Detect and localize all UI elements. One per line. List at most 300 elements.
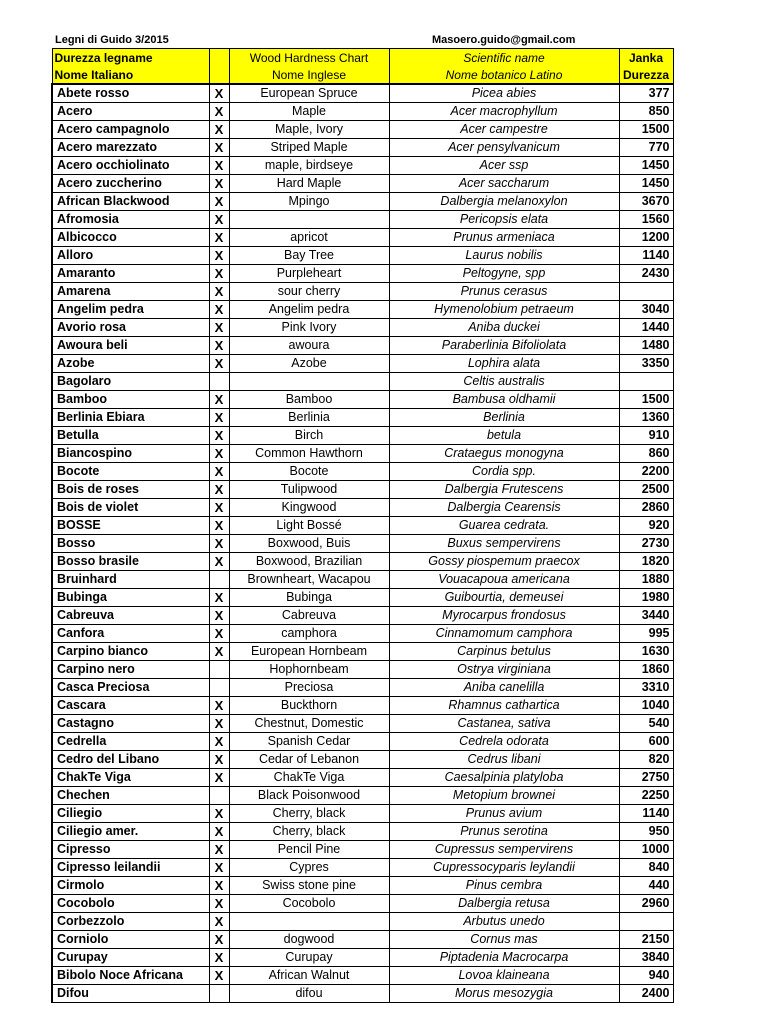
cell-janka: 1450 (619, 175, 673, 193)
cell-mark: X (209, 553, 229, 571)
cell-scientific-name: Rhamnus cathartica (389, 697, 619, 715)
table-row (52, 175, 673, 193)
cell-scientific-name: Acer campestre (389, 121, 619, 139)
header-cell: Durezza legname (52, 49, 209, 67)
cell-english-name: Cherry, black (229, 805, 389, 823)
cell-mark: X (209, 265, 229, 283)
cell-mark: X (209, 499, 229, 517)
table-row (52, 625, 673, 643)
cell-janka: 3310 (619, 679, 673, 697)
cell-mark: X (209, 319, 229, 337)
table-row (52, 589, 673, 607)
cell-mark (209, 679, 229, 697)
cell-english-name: Spanish Cedar (229, 733, 389, 751)
header-cell: Nome Italiano (52, 66, 209, 84)
cell-mark: X (209, 103, 229, 121)
header-cell (209, 66, 229, 84)
cell-janka: 1140 (619, 805, 673, 823)
cell-italian-name: Bibolo Noce Africana (52, 967, 209, 985)
cell-italian-name: Awoura beli (52, 337, 209, 355)
cell-janka: 840 (619, 859, 673, 877)
cell-english-name: Azobe (229, 355, 389, 373)
cell-janka: 2860 (619, 499, 673, 517)
cell-janka: 995 (619, 625, 673, 643)
cell-janka: 1480 (619, 337, 673, 355)
cell-scientific-name: Myrocarpus frondosus (389, 607, 619, 625)
header-cell: Durezza (619, 66, 673, 84)
cell-english-name: Boxwood, Buis (229, 535, 389, 553)
cell-mark: X (209, 463, 229, 481)
cell-english-name: Maple (229, 103, 389, 121)
table-row (52, 319, 673, 337)
table-row (52, 193, 673, 211)
table-row (52, 553, 673, 571)
table-row (52, 607, 673, 625)
table-row (52, 247, 673, 265)
cell-janka: 2730 (619, 535, 673, 553)
cell-english-name: camphora (229, 625, 389, 643)
cell-italian-name: Bocote (52, 463, 209, 481)
cell-italian-name: Casca Preciosa (52, 679, 209, 697)
sheet-title: Legni di Guido 3/2015 (55, 34, 169, 46)
cell-scientific-name: Metopium brownei (389, 787, 619, 805)
cell-mark: X (209, 193, 229, 211)
cell-janka: 1500 (619, 121, 673, 139)
cell-mark (209, 787, 229, 805)
cell-italian-name: Carpino bianco (52, 643, 209, 661)
cell-english-name: Bubinga (229, 589, 389, 607)
cell-mark: X (209, 607, 229, 625)
cell-mark: X (209, 859, 229, 877)
cell-janka: 920 (619, 517, 673, 535)
cell-english-name: maple, birdseye (229, 157, 389, 175)
cell-janka: 2750 (619, 769, 673, 787)
cell-mark: X (209, 949, 229, 967)
cell-english-name: Hophornbeam (229, 661, 389, 679)
cell-mark: X (209, 283, 229, 301)
cell-italian-name: Cedrella (52, 733, 209, 751)
cell-english-name (229, 373, 389, 391)
cell-english-name: European Hornbeam (229, 643, 389, 661)
cell-english-name: Striped Maple (229, 139, 389, 157)
cell-janka: 1440 (619, 319, 673, 337)
table-body (52, 84, 673, 1003)
header-row-1 (52, 49, 673, 67)
cell-english-name: Cocobolo (229, 895, 389, 913)
cell-scientific-name: Picea abies (389, 84, 619, 103)
cell-janka: 1820 (619, 553, 673, 571)
table-row (52, 571, 673, 589)
cell-english-name: Curupay (229, 949, 389, 967)
cell-italian-name: Cipresso (52, 841, 209, 859)
cell-janka: 1560 (619, 211, 673, 229)
header-cell: Nome botanico Latino (389, 66, 619, 84)
cell-janka: 820 (619, 751, 673, 769)
cell-scientific-name: Cordia spp. (389, 463, 619, 481)
cell-scientific-name: Cedrus libani (389, 751, 619, 769)
cell-mark (209, 661, 229, 679)
cell-italian-name: Bamboo (52, 391, 209, 409)
table-row (52, 985, 673, 1003)
cell-scientific-name: Ostrya virginiana (389, 661, 619, 679)
table-row (52, 877, 673, 895)
cell-italian-name: Bagolaro (52, 373, 209, 391)
table-row (52, 391, 673, 409)
table-row (52, 157, 673, 175)
cell-mark: X (209, 805, 229, 823)
cell-janka (619, 913, 673, 931)
cell-italian-name: African Blackwood (52, 193, 209, 211)
cell-english-name: Common Hawthorn (229, 445, 389, 463)
table-row (52, 643, 673, 661)
cell-mark: X (209, 84, 229, 103)
cell-scientific-name: Acer ssp (389, 157, 619, 175)
table-row (52, 805, 673, 823)
cell-scientific-name: Pinus cembra (389, 877, 619, 895)
cell-scientific-name: Hymenolobium petraeum (389, 301, 619, 319)
cell-english-name: Birch (229, 427, 389, 445)
cell-mark: X (209, 481, 229, 499)
cell-italian-name: Cedro del Libano (52, 751, 209, 769)
cell-mark: X (209, 643, 229, 661)
header-cell: Wood Hardness Chart (229, 49, 389, 67)
header-cell: Janka (619, 49, 673, 67)
cell-scientific-name: Piptadenia Macrocarpa (389, 949, 619, 967)
cell-english-name: dogwood (229, 931, 389, 949)
cell-italian-name: Cabreuva (52, 607, 209, 625)
cell-italian-name: Acero occhiolinato (52, 157, 209, 175)
table-row (52, 427, 673, 445)
cell-english-name: difou (229, 985, 389, 1003)
cell-mark: X (209, 535, 229, 553)
table-row (52, 283, 673, 301)
cell-english-name: Bocote (229, 463, 389, 481)
cell-italian-name: Bosso (52, 535, 209, 553)
table-row (52, 679, 673, 697)
table-row (52, 823, 673, 841)
cell-mark: X (209, 895, 229, 913)
cell-scientific-name: Bambusa oldhamii (389, 391, 619, 409)
cell-italian-name: Acero marezzato (52, 139, 209, 157)
cell-english-name: Berlinia (229, 409, 389, 427)
sheet-top-line (51, 30, 672, 48)
cell-italian-name: Corniolo (52, 931, 209, 949)
cell-italian-name: Carpino nero (52, 661, 209, 679)
cell-scientific-name: Celtis australis (389, 373, 619, 391)
table-row (52, 337, 673, 355)
cell-english-name: apricot (229, 229, 389, 247)
cell-janka: 850 (619, 103, 673, 121)
cell-mark: X (209, 967, 229, 985)
table-row (52, 715, 673, 733)
table-row (52, 409, 673, 427)
cell-mark: X (209, 229, 229, 247)
cell-janka: 1450 (619, 157, 673, 175)
cell-italian-name: Cascara (52, 697, 209, 715)
table-row (52, 84, 673, 103)
cell-janka: 2200 (619, 463, 673, 481)
table-row (52, 229, 673, 247)
cell-janka: 2400 (619, 985, 673, 1003)
cell-english-name: Cabreuva (229, 607, 389, 625)
cell-english-name: Kingwood (229, 499, 389, 517)
cell-scientific-name: Laurus nobilis (389, 247, 619, 265)
table-row (52, 373, 673, 391)
table-row (52, 751, 673, 769)
header-row-2 (52, 66, 673, 84)
table-row (52, 913, 673, 931)
cell-english-name: Cypres (229, 859, 389, 877)
cell-english-name: Cedar of Lebanon (229, 751, 389, 769)
cell-italian-name: Acero campagnolo (52, 121, 209, 139)
cell-italian-name: Corbezzolo (52, 913, 209, 931)
table-row (52, 139, 673, 157)
cell-scientific-name: Dalbergia Frutescens (389, 481, 619, 499)
cell-scientific-name: Acer pensylvanicum (389, 139, 619, 157)
cell-scientific-name: Berlinia (389, 409, 619, 427)
cell-mark: X (209, 913, 229, 931)
cell-mark: X (209, 337, 229, 355)
cell-scientific-name: Acer macrophyllum (389, 103, 619, 121)
cell-english-name: Mpingo (229, 193, 389, 211)
cell-italian-name: Amaranto (52, 265, 209, 283)
cell-italian-name: Bois de roses (52, 481, 209, 499)
cell-english-name: Hard Maple (229, 175, 389, 193)
cell-english-name: Cherry, black (229, 823, 389, 841)
cell-mark: X (209, 877, 229, 895)
header-cell: Scientific name (389, 49, 619, 67)
cell-mark: X (209, 427, 229, 445)
cell-italian-name: Alloro (52, 247, 209, 265)
cell-english-name: Swiss stone pine (229, 877, 389, 895)
cell-mark: X (209, 841, 229, 859)
cell-mark (209, 373, 229, 391)
cell-janka: 770 (619, 139, 673, 157)
table-row (52, 769, 673, 787)
cell-scientific-name: Prunus cerasus (389, 283, 619, 301)
cell-scientific-name: Arbutus unedo (389, 913, 619, 931)
cell-mark: X (209, 445, 229, 463)
table-row (52, 967, 673, 985)
cell-mark: X (209, 211, 229, 229)
cell-italian-name: Cipresso leilandii (52, 859, 209, 877)
table-row (52, 481, 673, 499)
cell-mark: X (209, 391, 229, 409)
cell-italian-name: Amarena (52, 283, 209, 301)
table-row (52, 463, 673, 481)
spreadsheet-sheet (51, 30, 672, 1003)
table-row (52, 445, 673, 463)
cell-janka: 540 (619, 715, 673, 733)
table-row (52, 103, 673, 121)
cell-janka: 2430 (619, 265, 673, 283)
cell-scientific-name: Crataegus monogyna (389, 445, 619, 463)
cell-mark: X (209, 715, 229, 733)
cell-janka (619, 373, 673, 391)
cell-mark (209, 571, 229, 589)
cell-scientific-name: Dalbergia melanoxylon (389, 193, 619, 211)
cell-italian-name: Avorio rosa (52, 319, 209, 337)
cell-italian-name: Biancospino (52, 445, 209, 463)
cell-scientific-name: Cinnamomum camphora (389, 625, 619, 643)
cell-scientific-name: Lovoa klaineana (389, 967, 619, 985)
cell-scientific-name: betula (389, 427, 619, 445)
table-row (52, 895, 673, 913)
cell-mark: X (209, 301, 229, 319)
cell-mark: X (209, 355, 229, 373)
cell-english-name: Maple, Ivory (229, 121, 389, 139)
cell-english-name: ChakTe Viga (229, 769, 389, 787)
cell-scientific-name: Cupressus sempervirens (389, 841, 619, 859)
cell-english-name: Bamboo (229, 391, 389, 409)
cell-janka: 1200 (619, 229, 673, 247)
cell-english-name: Buckthorn (229, 697, 389, 715)
cell-italian-name: Berlinia Ebiara (52, 409, 209, 427)
cell-italian-name: Cirmolo (52, 877, 209, 895)
cell-italian-name: Bruinhard (52, 571, 209, 589)
cell-scientific-name: Acer saccharum (389, 175, 619, 193)
cell-mark: X (209, 157, 229, 175)
cell-scientific-name: Lophira alata (389, 355, 619, 373)
cell-mark: X (209, 589, 229, 607)
cell-scientific-name: Peltogyne, spp (389, 265, 619, 283)
cell-scientific-name: Guibourtia, demeusei (389, 589, 619, 607)
cell-scientific-name: Prunus serotina (389, 823, 619, 841)
cell-janka: 600 (619, 733, 673, 751)
cell-italian-name: Canfora (52, 625, 209, 643)
cell-italian-name: Curupay (52, 949, 209, 967)
cell-english-name: Pencil Pine (229, 841, 389, 859)
cell-italian-name: Angelim pedra (52, 301, 209, 319)
table-row (52, 211, 673, 229)
cell-scientific-name: Dalbergia Cearensis (389, 499, 619, 517)
cell-english-name: Angelim pedra (229, 301, 389, 319)
cell-english-name: sour cherry (229, 283, 389, 301)
header-cell (209, 49, 229, 67)
cell-janka: 3040 (619, 301, 673, 319)
cell-janka: 3670 (619, 193, 673, 211)
table-row (52, 733, 673, 751)
cell-scientific-name: Carpinus betulus (389, 643, 619, 661)
cell-italian-name: Ciliegio (52, 805, 209, 823)
cell-mark: X (209, 175, 229, 193)
cell-english-name: Bay Tree (229, 247, 389, 265)
cell-english-name: European Spruce (229, 84, 389, 103)
cell-scientific-name: Pericopsis elata (389, 211, 619, 229)
cell-janka: 1140 (619, 247, 673, 265)
cell-english-name: Purpleheart (229, 265, 389, 283)
cell-scientific-name: Vouacapoua americana (389, 571, 619, 589)
cell-italian-name: Bubinga (52, 589, 209, 607)
table-row (52, 949, 673, 967)
cell-italian-name: Bois de violet (52, 499, 209, 517)
cell-mark: X (209, 751, 229, 769)
cell-mark: X (209, 409, 229, 427)
cell-scientific-name: Prunus armeniaca (389, 229, 619, 247)
table-row (52, 787, 673, 805)
cell-mark: X (209, 823, 229, 841)
cell-mark: X (209, 517, 229, 535)
table-row (52, 265, 673, 283)
table-row (52, 697, 673, 715)
cell-janka: 940 (619, 967, 673, 985)
cell-janka: 1360 (619, 409, 673, 427)
cell-janka: 1880 (619, 571, 673, 589)
cell-italian-name: Ciliegio amer. (52, 823, 209, 841)
cell-scientific-name: Dalbergia retusa (389, 895, 619, 913)
cell-english-name (229, 913, 389, 931)
cell-mark: X (209, 733, 229, 751)
cell-italian-name: Bosso brasile (52, 553, 209, 571)
cell-italian-name: BOSSE (52, 517, 209, 535)
cell-janka: 2960 (619, 895, 673, 913)
cell-scientific-name: Aniba canelilla (389, 679, 619, 697)
cell-janka (619, 283, 673, 301)
cell-english-name: awoura (229, 337, 389, 355)
cell-scientific-name: Cupressocyparis leylandii (389, 859, 619, 877)
cell-italian-name: Albicocco (52, 229, 209, 247)
cell-mark: X (209, 139, 229, 157)
table-row (52, 355, 673, 373)
cell-italian-name: ChakTe Viga (52, 769, 209, 787)
cell-italian-name: Cocobolo (52, 895, 209, 913)
cell-scientific-name: Morus mesozygia (389, 985, 619, 1003)
cell-mark: X (209, 121, 229, 139)
cell-scientific-name: Guarea cedrata. (389, 517, 619, 535)
table-row (52, 661, 673, 679)
cell-scientific-name: Gossy piospemum praecox (389, 553, 619, 571)
cell-scientific-name: Castanea, sativa (389, 715, 619, 733)
cell-janka: 377 (619, 84, 673, 103)
cell-mark (209, 985, 229, 1003)
cell-mark: X (209, 247, 229, 265)
contact-email: Masoero.guido@gmail.com (432, 34, 576, 46)
table-row (52, 517, 673, 535)
cell-janka: 1000 (619, 841, 673, 859)
cell-mark: X (209, 625, 229, 643)
cell-mark: X (209, 697, 229, 715)
cell-janka: 1500 (619, 391, 673, 409)
table-row (52, 931, 673, 949)
cell-janka: 2150 (619, 931, 673, 949)
cell-janka: 2250 (619, 787, 673, 805)
cell-italian-name: Acero zuccherino (52, 175, 209, 193)
cell-janka: 3350 (619, 355, 673, 373)
table-row (52, 859, 673, 877)
cell-italian-name: Afromosia (52, 211, 209, 229)
table-row (52, 301, 673, 319)
cell-english-name: Chestnut, Domestic (229, 715, 389, 733)
wood-hardness-table (51, 48, 674, 1003)
cell-janka: 2500 (619, 481, 673, 499)
cell-english-name (229, 211, 389, 229)
cell-mark: X (209, 931, 229, 949)
cell-janka: 1040 (619, 697, 673, 715)
cell-english-name: Black Poisonwood (229, 787, 389, 805)
cell-janka: 1980 (619, 589, 673, 607)
table-row (52, 121, 673, 139)
cell-janka: 910 (619, 427, 673, 445)
header-cell: Nome Inglese (229, 66, 389, 84)
cell-janka: 860 (619, 445, 673, 463)
table-row (52, 841, 673, 859)
cell-scientific-name: Caesalpinia platyloba (389, 769, 619, 787)
cell-english-name: Pink Ivory (229, 319, 389, 337)
cell-scientific-name: Paraberlinia Bifoliolata (389, 337, 619, 355)
cell-janka: 3440 (619, 607, 673, 625)
cell-scientific-name: Buxus sempervirens (389, 535, 619, 553)
cell-scientific-name: Prunus avium (389, 805, 619, 823)
